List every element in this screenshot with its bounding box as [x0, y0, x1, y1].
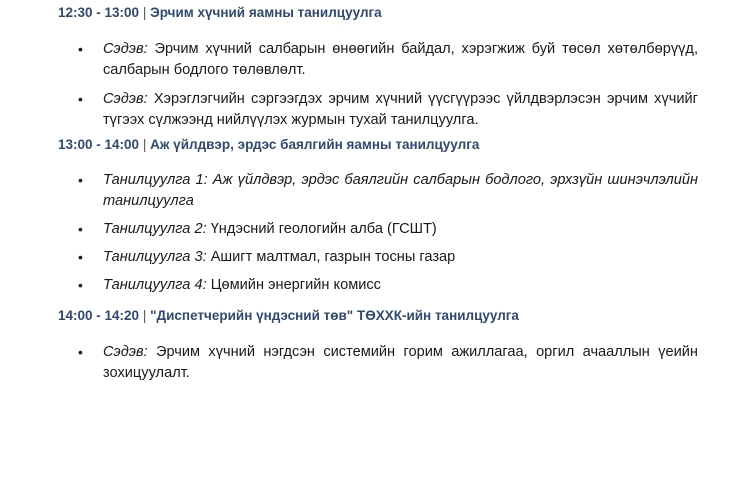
- item-lead: Сэдэв:: [103, 41, 148, 57]
- session-separator: |: [142, 5, 147, 20]
- item-text: Цөмийн энергийн комисс: [206, 277, 381, 293]
- session-title: "Диспетчерийн үндэсний төв" ТӨХХК-ийн танилцуулга: [150, 308, 519, 323]
- session-separator: |: [142, 308, 147, 323]
- agenda-session: [58, 137, 698, 296]
- agenda-session: [58, 308, 698, 384]
- item-lead: Танилцуулга 3:: [103, 249, 207, 265]
- item-text: Хэрэглэгчийн сэргээгдэх эрчим хүчний үүсгүүрээс үйлдвэрлэсэн эрчим хүчийг түгээх сүлжээнд нийлүүлэх журмын тухай танилцуулга.: [103, 91, 698, 128]
- session-time: 12:30 - 13:00: [58, 5, 140, 20]
- list-item: [58, 275, 698, 296]
- item-text: Ашигт малтмал, газрын тосны газар: [206, 249, 456, 265]
- item-lead: Танилцуулга 4:: [103, 277, 207, 293]
- session-heading: [58, 308, 698, 324]
- session-item-list: [58, 342, 698, 384]
- session-time: 14:00 - 14:20: [58, 308, 140, 323]
- list-item: [58, 89, 698, 131]
- item-lead: Сэдэв:: [103, 344, 148, 360]
- item-text: Үндэсний геологийн алба (ГСШТ): [206, 221, 437, 237]
- session-title: Эрчим хүчний яамны танилцуулга: [150, 5, 382, 20]
- item-lead: Танилцуулга 1: Аж үйлдвэр, эрдэс баялгийн салбарын бодлого, эрхзүйн шинэчлэлийн танилцуулга: [103, 172, 698, 209]
- session-title: Аж үйлдвэр, эрдэс баялгийн яамны танилцуулга: [150, 137, 480, 152]
- session-separator: |: [142, 137, 147, 152]
- session-heading: [58, 5, 698, 21]
- item-lead: Танилцуулга 2:: [103, 221, 207, 237]
- list-item: [58, 219, 698, 240]
- list-item: [58, 170, 698, 212]
- list-item: [58, 342, 698, 384]
- item-text: Эрчим хүчний салбарын өнөөгийн байдал, хэрэгжиж буй төсөл хөтөлбөрүүд, салбарын бодлого төлөвлөлт.: [103, 41, 698, 78]
- list-item: [58, 39, 698, 81]
- session-item-list: [58, 170, 698, 296]
- item-lead: Сэдэв:: [103, 91, 148, 107]
- session-item-list: [58, 39, 698, 131]
- list-item: [58, 247, 698, 268]
- item-text: Эрчим хүчний нэгдсэн системийн горим ажиллагаа, оргил ачааллын үеийн зохицуулалт.: [103, 344, 698, 381]
- session-heading: [58, 137, 698, 153]
- session-time: 13:00 - 14:00: [58, 137, 140, 152]
- agenda-session: [58, 5, 698, 131]
